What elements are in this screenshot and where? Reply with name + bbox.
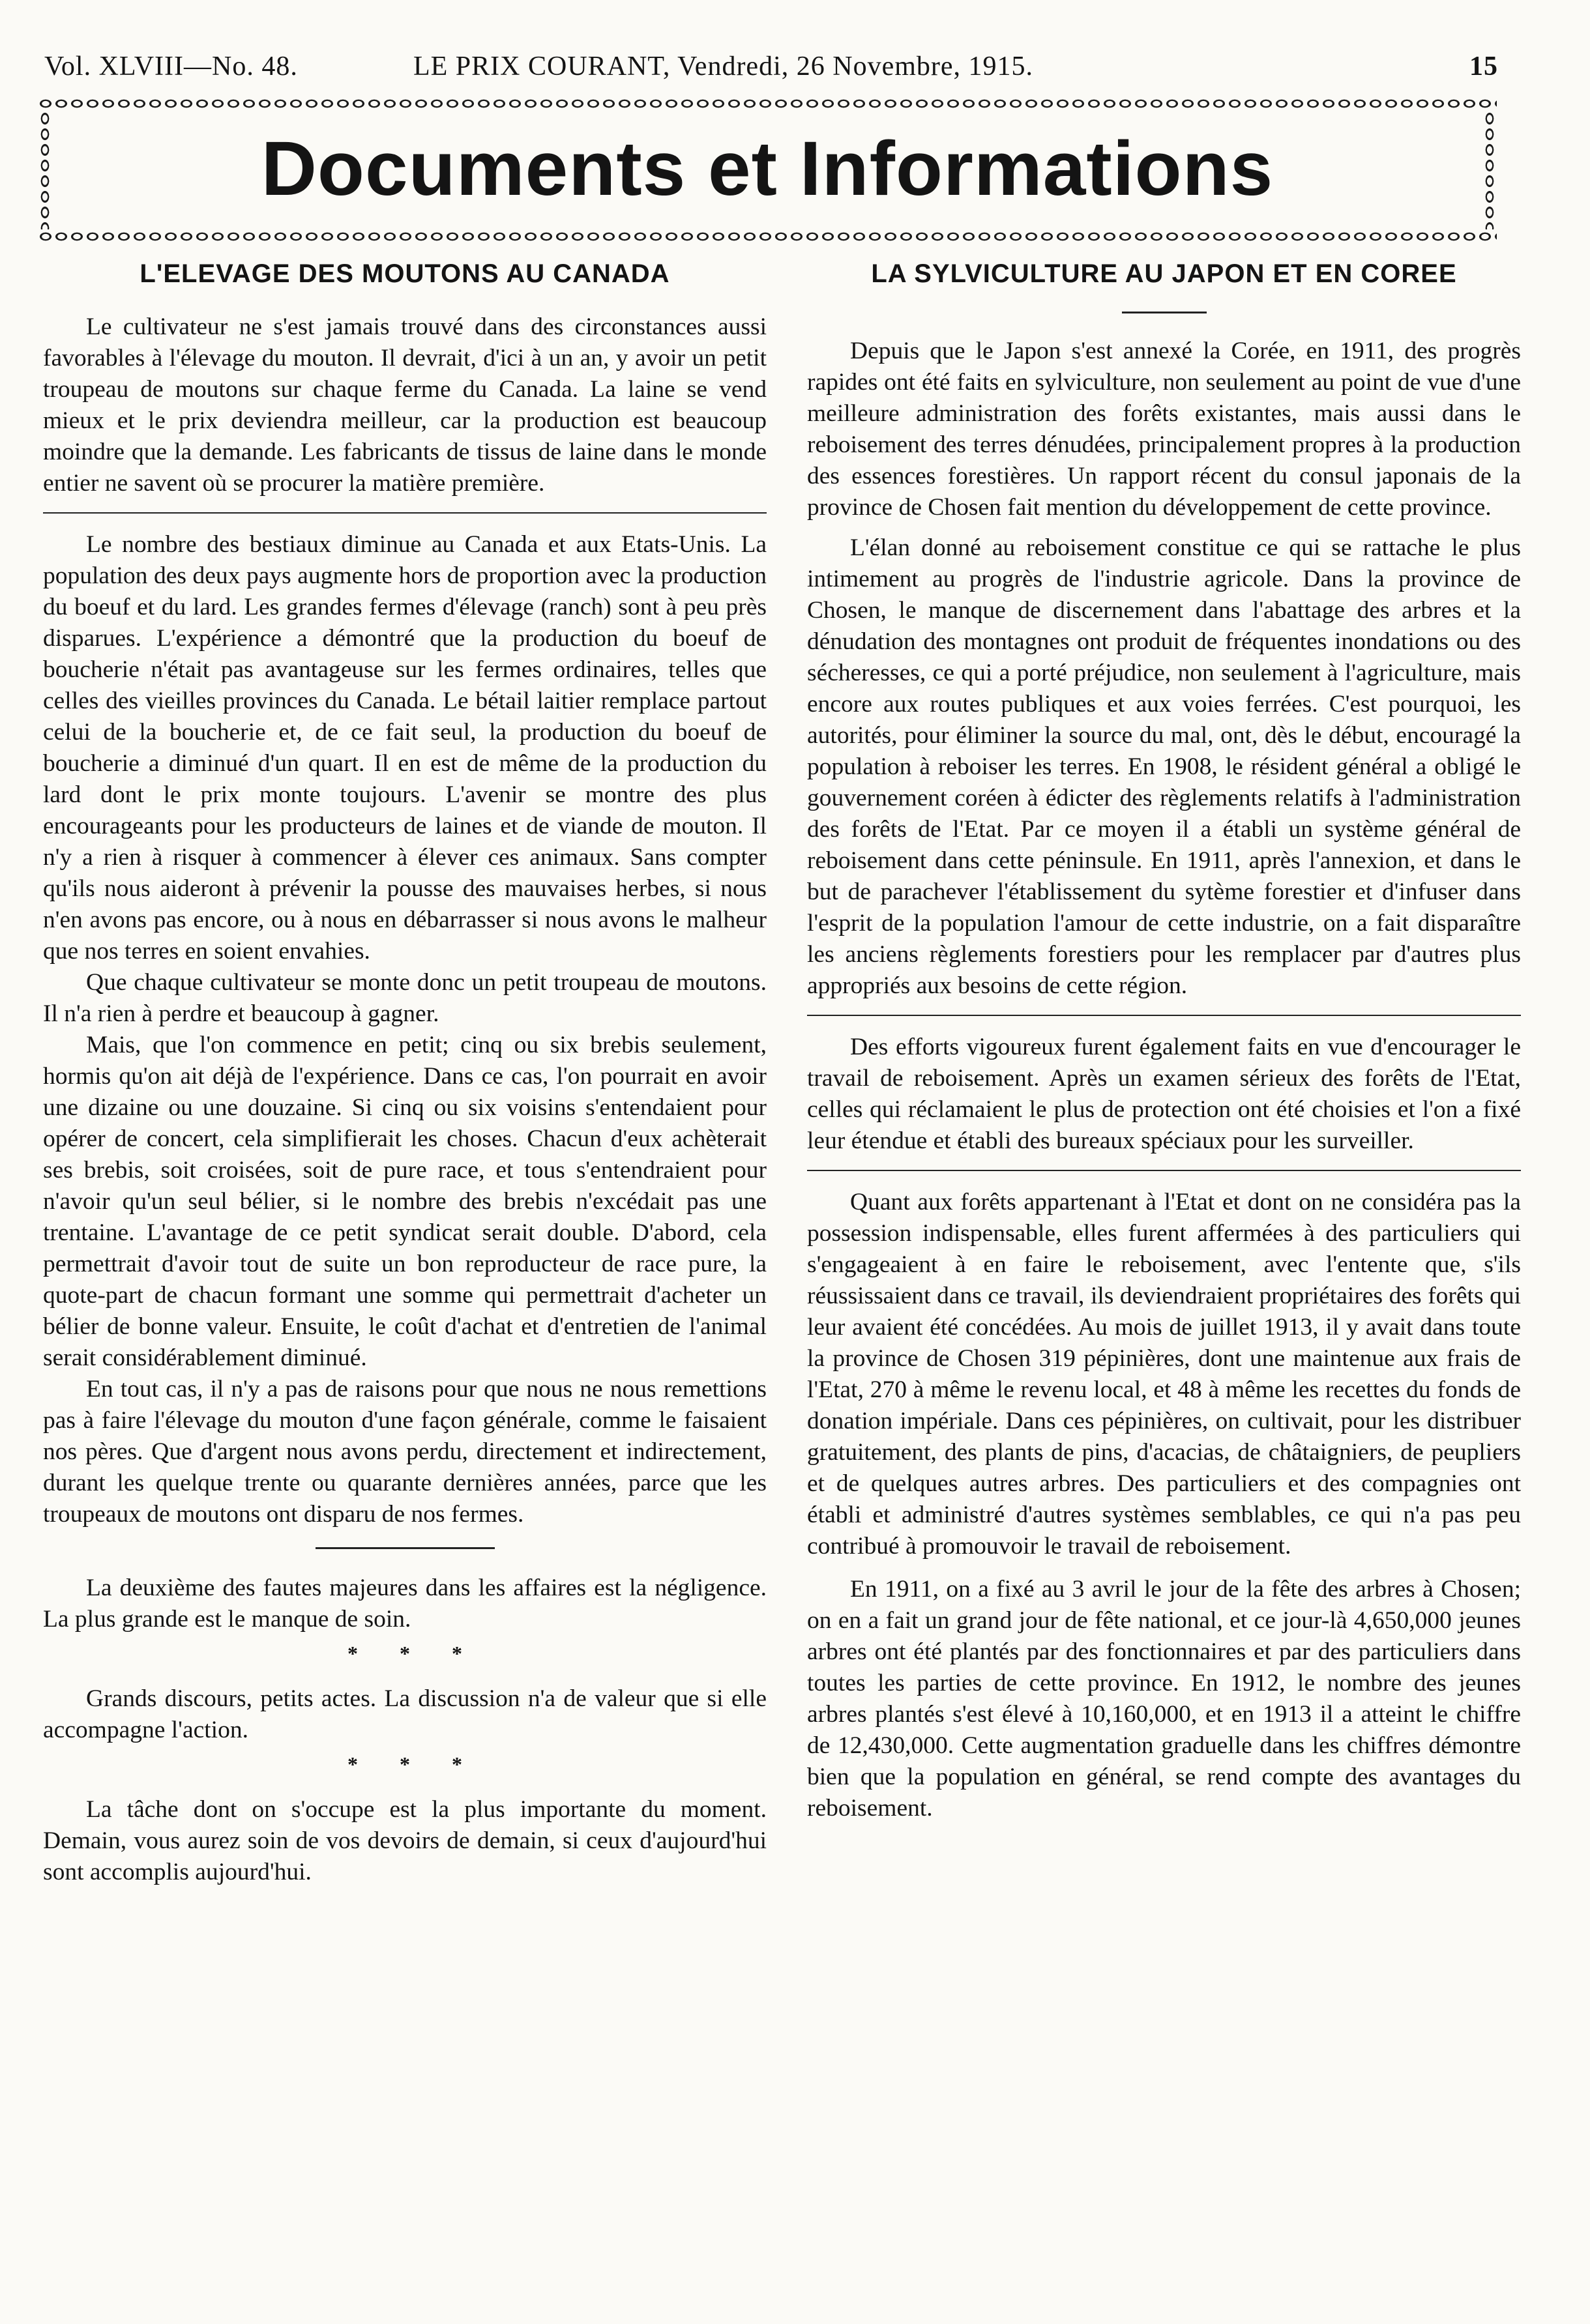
volume-number: Vol. XLVIII—No. 48. [44, 51, 298, 81]
column-rule [43, 512, 767, 514]
article-paragraph: En 1911, on a fixé au 3 avril le jour de la fête des arbres à Chosen; on en a fait un grand jour de fête national, et ce jour-là 4,650,000 jeunes arbres ont été plantés par des fonctionnaires et par des particuliers dans toutes les parties de cette province. En 1912, le nombre des jeunes arbres plantés s'est élevé à 10,160,000, et en 1913 il a atteint le chiffre de 12,430,000. Cette augmentation graduelle dans les chiffres démontre bien que la population en général, se rend compte des avantages du reboisement. [807, 1576, 1521, 1822]
chain-border-bottom [38, 229, 1497, 244]
article-paragraph: En tout cas, il n'y a pas de raisons pour que nous ne nous remettions pas à faire l'élevage du mouton d'une façon générale, comme le faisaient nos pères. Que d'argent nous avons perdu, directement et indirectement, durant les quelque trente ou quarante dernières années, parce que les troupeaux de moutons ont disparu de nos fermes. [43, 1376, 767, 1528]
article-paragraph: Le cultivateur ne s'est jamais trouvé dans des circonstances aussi favorables à l'élevage du mouton. Il devrait, d'ici à un an, y avoir un petit troupeau de moutons sur chaque ferme du Canada. La laine se vend mieux et le prix deviendra meilleur, car la production est beaucoup moindre que la demande. Les fabricants de tissus de laine dans le monde entier ne savent où se procurer la matière première. [43, 313, 767, 497]
page-number: 15 [1469, 51, 1498, 81]
star-divider: * * * [347, 1752, 480, 1776]
section-banner [38, 96, 1497, 244]
title-rule [1122, 312, 1207, 313]
article-title-forestry: LA SYLVICULTURE AU JAPON ET EN COREE [871, 259, 1457, 288]
filler-paragraph: La deuxième des fautes majeures dans les affaires est la négligence. La plus grande est le manque de soin. [43, 1575, 767, 1633]
article-paragraph: Que chaque cultivateur se monte donc un petit troupeau de moutons. Il n'a rien à perdre et beaucoup à gagner. [43, 969, 767, 1027]
left-column [43, 258, 767, 1888]
article-title-sheep: L'ELEVAGE DES MOUTONS AU CANADA [140, 259, 670, 288]
article-paragraph: Mais, que l'on commence en petit; cinq ou six brebis seulement, hormis qu'on ait déjà de l'expérience. Dans ce cas, l'on pourrait en avoir une dizaine ou une douzaine. Si cinq ou six voisins s'entendaient pour opérer de concert, cela simplifierait les choses. Chacun d'eux achèterait ses brebis, soit croisées, soit de pure race, et tous s'entendraient pour n'avoir qu'un seul bélier, si le nombre des brebis n'excédait pas une trentaine. L'avantage de ce petit syndicat serait double. D'abord, cela permettrait d'avoir tout de suite un bon reproducteur de race pure, la quote-part de chacun formant une somme qui permettrait d'acheter un bélier de bonne valeur. Ensuite, le coût d'achat et d'entretien de l'animal serait considérablement diminué. [43, 1032, 767, 1371]
article-paragraph: Depuis que le Japon s'est annexé la Corée, en 1911, des progrès rapides ont été faits en sylviculture, non seulement au point de vue d'une meilleure administration des forêts existantes, mais aussi dans le reboisement des terres dénudées, principalement propres à la production des essences forestières. Un rapport récent du consul japonais de la province de Chosen fait mention du développement de cette province. [807, 338, 1521, 521]
filler-paragraph: La tâche dont on s'occupe est la plus importante du moment. Demain, vous aurez soin de vos devoirs de demain, si ceux d'aujourd'hui sont accomplis aujourd'hui. [43, 1796, 767, 1885]
article-paragraph: Quant aux forêts appartenant à l'Etat et dont on ne considéra pas la possession indispensable, elles furent affermées à des particuliers qui s'engageaient à en faire le reboisement, avec l'entente que, s'ils réussissaient dans ce travail, ils deviendraient propriétaires des forêts qui leur avaient été concédées. Au mois de juillet 1913, il y avait dans toute la province de Chosen 319 pépinières, dont une maintenue aux frais de l'Etat, 270 à même le revenu local, et 48 à même les recettes du fonds de donation impériale. Dans ces pépinières, on cultivait, pour les distribuer gratuitement, des plants de pins, d'acacias, de châtaigniers, de peupliers et de quelques autres arbres. Des particuliers et des compagnies ont établi et administré d'autres systèmes semblables, ce qui n'a pas peu contribué à promouvoir le travail de reboisement. [807, 1189, 1521, 1560]
column-rule [807, 1170, 1521, 1171]
filler-paragraph: Grands discours, petits actes. La discussion n'a de valeur que si elle accompagne l'action. [43, 1685, 767, 1743]
section-title: Documents et Informations [261, 126, 1274, 212]
star-divider: * * * [347, 1642, 480, 1665]
article-paragraph: Des efforts vigoureux furent également faits en vue d'encourager le travail de reboisement. Après un examen sérieux des forêts de l'Etat, celles qui réclamaient le plus de protection ont été choisies et l'on a fixé leur étendue et établi des bureaux spéciaux pour les surveiller. [807, 1034, 1521, 1154]
article-paragraph: Le nombre des bestiaux diminue au Canada et aux Etats-Unis. La population des deux pays augmente hors de proportion avec la production du boeuf et du lard. Les grandes fermes d'élevage (ranch) sont à peu près disparues. L'expérience a démontré que la production du boeuf de boucherie n'était pas avantageuse sur les fermes ordinaires, telles que celles des vieilles provinces du Canada. Le bétail laitier remplace partout celui de la boucherie et, de ce fait seul, la production du boeuf de boucherie a diminué d'un quart. Il en est de même de la production du lard dont le prix monte toujours. L'avenir se montre des plus encourageants pour les producteurs de laines et de viande de mouton. Il n'y a rien à risquer à commencer à élever ces animaux. Sans compter qu'ils nous aideront à prévenir la pousse des mauvaises herbes, si nous n'en avons pas encore, ou à nous en débarrasser si nous avons le malheur que nos terres en soient envahies. [43, 531, 767, 965]
running-head [44, 51, 1498, 96]
column-rule [807, 1015, 1521, 1016]
article-paragraph: L'élan donné au reboisement constitue ce qui se rattache le plus intimement au progrès de l'industrie agricole. Dans la province de Chosen, le manque de discernement dans l'abattage des arbres et la dénudation des montagnes ont produit de fréquentes inondations ou des sécheresses, ce qui a porté préjudice, non seulement à l'agriculture, mais encore aux routes publiques et aux voies ferrées. C'est pourquoi, les autorités, pour éliminer la source du mal, ont, dès le début, encouragé la population à reboiser les terres. En 1908, le résident général a obligé le gouvernement coréen à édicter des règlements relatifs à l'administration des forêts de l'Etat. Par ce moyen il a établi un système général de reboisement dans cette péninsule. En 1911, après l'annexion, et dans le but de parachever l'établissement du sytème forestier et d'infuser dans l'esprit de la population l'amour de cette industrie, on a fait disparaître les anciens règlements forestiers pour les remplacer par d'autres plus appropriés aux besoins de cette région. [807, 534, 1521, 999]
chain-border-top [38, 96, 1497, 111]
article-separator [316, 1547, 495, 1549]
journal-title-date: LE PRIX COURANT, Vendredi, 26 Novembre, 1915. [413, 51, 1034, 81]
right-column [807, 258, 1521, 1824]
